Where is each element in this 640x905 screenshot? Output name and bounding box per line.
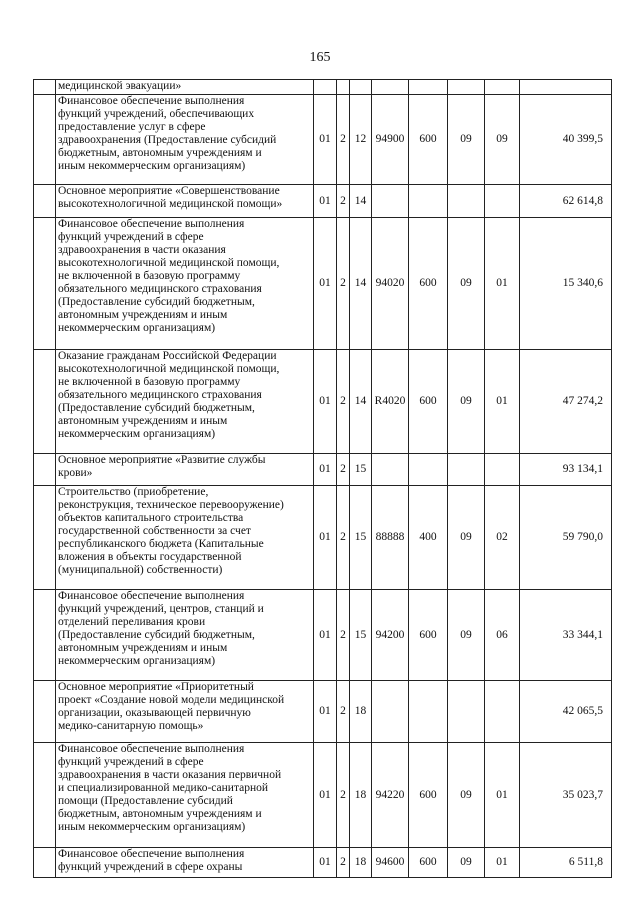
subprogram-cell: 2 [337,185,350,218]
main-activity-cell: 15 [350,486,372,590]
subsection-cell: 01 [485,218,520,350]
subprogram-cell: 2 [337,681,350,743]
name-cell: Финансовое обеспечение выполнения функций учреждений в сфере здравоохранения в части оказания высокотехнологичной медицинской помощи, не включенной в базовую программу обязательного медицинского страхования (Предоставление субсидий бюджетным, автономным учреждениям и иным некоммерческим организациям) [56,218,314,350]
amount-cell: 47 274,2 [520,350,612,454]
direction-cell: R4020 [372,350,409,454]
main-activity-cell: 15 [350,590,372,681]
table-row [34,218,612,350]
direction-cell [372,681,409,743]
program-cell: 01 [314,95,337,185]
direction-cell [372,185,409,218]
subsection-cell: 01 [485,350,520,454]
section-cell [448,681,485,743]
index-cell [34,185,56,218]
subsection-cell: 01 [485,848,520,878]
amount-cell [520,80,612,95]
table-row [34,681,612,743]
amount-cell: 6 511,8 [520,848,612,878]
main-activity-cell: 14 [350,218,372,350]
expense-type-cell: 400 [409,486,448,590]
subsection-cell [485,185,520,218]
name-cell: Основное мероприятие «Приоритетный проект «Создание новой модели медицинской организации, оказывающей первичную медико-санитарную помощь» [56,681,314,743]
amount-cell: 42 065,5 [520,681,612,743]
main-activity-cell: 18 [350,743,372,848]
index-cell [34,454,56,486]
program-cell [314,80,337,95]
direction-cell: 94200 [372,590,409,681]
amount-cell: 40 399,5 [520,95,612,185]
program-cell: 01 [314,848,337,878]
subprogram-cell: 2 [337,350,350,454]
program-cell: 01 [314,590,337,681]
subprogram-cell: 2 [337,95,350,185]
direction-cell: 94220 [372,743,409,848]
subprogram-cell: 2 [337,743,350,848]
name-cell: Финансовое обеспечение выполнения функций учреждений в сфере здравоохранения в части оказания первичной и специализированной медико-санитарной помощи (Предоставление субсидий бюджетным, автономным учреждениям и иным некоммерческим организациям) [56,743,314,848]
subsection-cell: 01 [485,743,520,848]
expense-type-cell: 600 [409,590,448,681]
section-cell: 09 [448,743,485,848]
program-cell: 01 [314,454,337,486]
amount-cell: 33 344,1 [520,590,612,681]
name-cell: Строительство (приобретение, реконструкция, техническое перевооружение) объектов капитального строительства государственной собственности за счет республиканского бюджета (Капитальные вложения в объекты государственной (муниципальной) собственности) [56,486,314,590]
name-cell: медицинской эвакуации» [56,80,314,95]
subprogram-cell: 2 [337,454,350,486]
expense-type-cell: 600 [409,350,448,454]
index-cell [34,350,56,454]
index-cell [34,218,56,350]
program-cell: 01 [314,486,337,590]
table-row [34,185,612,218]
amount-cell: 59 790,0 [520,486,612,590]
expense-type-cell [409,80,448,95]
program-cell: 01 [314,743,337,848]
name-cell: Финансовое обеспечение выполнения функций учреждений, центров, станций и отделений переливания крови (Предоставление субсидий бюджетным, автономным учреждениям и иным некоммерческим организациям) [56,590,314,681]
table-row [34,486,612,590]
direction-cell [372,454,409,486]
amount-cell: 35 023,7 [520,743,612,848]
name-cell: Финансовое обеспечение выполнения функций учреждений, обеспечивающих предоставление услуг в сфере здравоохранения (Предоставление субсидий бюджетным, автономным учреждениям и иным некоммерческим организациям) [56,95,314,185]
table-row [34,454,612,486]
section-cell [448,454,485,486]
table-row [34,590,612,681]
subsection-cell: 02 [485,486,520,590]
expense-type-cell: 600 [409,95,448,185]
amount-cell: 62 614,8 [520,185,612,218]
direction-cell: 94020 [372,218,409,350]
index-cell [34,681,56,743]
main-activity-cell: 15 [350,454,372,486]
amount-cell: 93 134,1 [520,454,612,486]
index-cell [34,743,56,848]
expense-type-cell: 600 [409,848,448,878]
direction-cell: 94600 [372,848,409,878]
index-cell [34,590,56,681]
name-cell: Финансовое обеспечение выполнения функций учреждений в сфере охраны [56,848,314,878]
main-activity-cell: 14 [350,185,372,218]
index-cell [34,95,56,185]
subsection-cell: 06 [485,590,520,681]
subsection-cell: 09 [485,95,520,185]
amount-cell: 15 340,6 [520,218,612,350]
direction-cell: 94900 [372,95,409,185]
expense-type-cell [409,185,448,218]
name-cell: Оказание гражданам Российской Федерации высокотехнологичной медицинской помощи, не включенной в базовую программу обязательного медицинского страхования (Предоставление субсидий бюджетным, автономным учреждениям и иным некоммерческим организациям) [56,350,314,454]
subprogram-cell: 2 [337,590,350,681]
main-activity-cell: 12 [350,95,372,185]
expense-type-cell [409,454,448,486]
table-row [34,350,612,454]
main-activity-cell: 18 [350,848,372,878]
program-cell: 01 [314,185,337,218]
section-cell: 09 [448,486,485,590]
section-cell: 09 [448,350,485,454]
section-cell: 09 [448,590,485,681]
section-cell [448,185,485,218]
subsection-cell [485,454,520,486]
section-cell: 09 [448,848,485,878]
direction-cell [372,80,409,95]
expense-type-cell: 600 [409,743,448,848]
expense-type-cell [409,681,448,743]
budget-table [33,79,612,878]
table-row [34,80,612,95]
subprogram-cell: 2 [337,848,350,878]
program-cell: 01 [314,218,337,350]
table-row [34,848,612,878]
main-activity-cell: 18 [350,681,372,743]
table-row [34,95,612,185]
main-activity-cell: 14 [350,350,372,454]
subsection-cell [485,80,520,95]
expense-type-cell: 600 [409,218,448,350]
subprogram-cell: 2 [337,486,350,590]
section-cell [448,80,485,95]
program-cell: 01 [314,681,337,743]
main-activity-cell [350,80,372,95]
subsection-cell [485,681,520,743]
table-row [34,743,612,848]
index-cell [34,486,56,590]
direction-cell: 88888 [372,486,409,590]
section-cell: 09 [448,95,485,185]
section-cell: 09 [448,218,485,350]
index-cell [34,848,56,878]
page-number: 165 [309,50,331,65]
subprogram-cell [337,80,350,95]
index-cell [34,80,56,95]
subprogram-cell: 2 [337,218,350,350]
name-cell: Основное мероприятие «Совершенствование высокотехнологичной медицинской помощи» [56,185,314,218]
program-cell: 01 [314,350,337,454]
name-cell: Основное мероприятие «Развитие службы крови» [56,454,314,486]
